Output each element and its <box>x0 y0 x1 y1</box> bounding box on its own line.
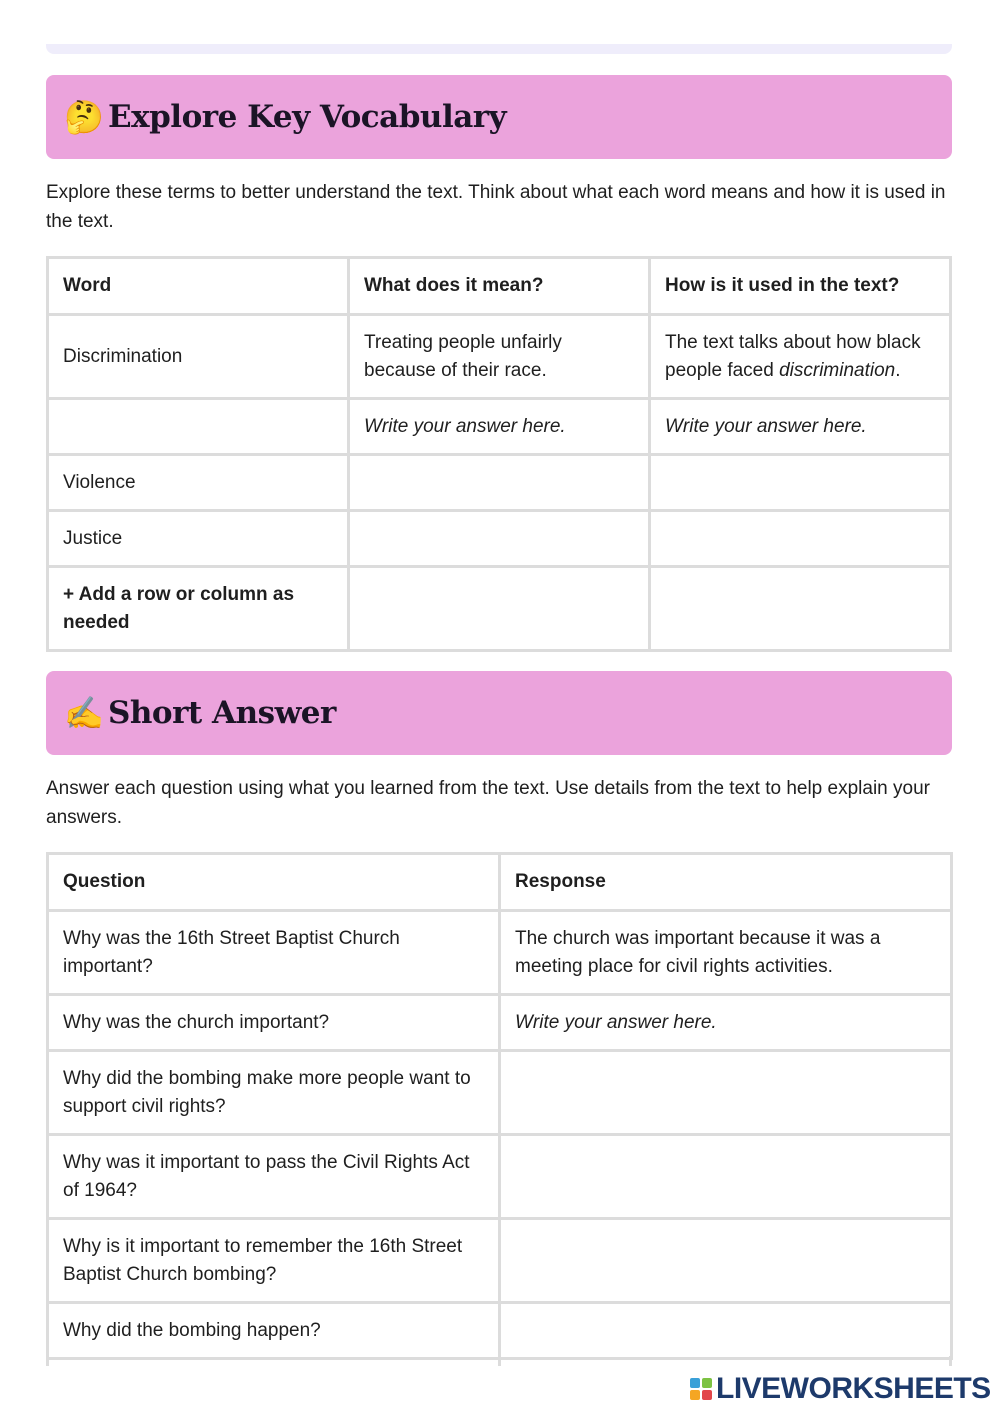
logo-text: LIVEWORKSHEETS <box>716 1372 991 1405</box>
partial-row-border <box>949 1356 952 1366</box>
table-row <box>48 511 951 567</box>
short-answer-banner <box>46 671 952 755</box>
thinking-face-icon: 🤔 <box>64 99 104 135</box>
header-usage: How is it used in the text? <box>650 258 951 315</box>
usage-text: The text talks about how black people faced <box>665 331 921 381</box>
table-row <box>48 315 951 399</box>
header-question: Question <box>48 854 500 911</box>
partial-row-border <box>498 1356 501 1366</box>
response-answer-cell[interactable] <box>500 1051 952 1135</box>
question-cell: Why was the 16th Street Baptist Church important? <box>48 911 500 995</box>
response-answer-cell[interactable] <box>500 1303 952 1359</box>
short-answer-header-row <box>48 854 952 911</box>
usage-answer-cell[interactable] <box>650 567 951 651</box>
short-answer-title: Short Answer <box>108 695 336 731</box>
response-cell: The church was important because it was a meeting place for civil rights activities. <box>500 911 952 995</box>
meaning-cell: Treating people unfairly because of their race. <box>349 315 650 399</box>
liveworksheets-logo-icon <box>690 1378 712 1400</box>
response-answer-cell[interactable]: Write your answer here. <box>500 995 952 1051</box>
usage-answer-cell[interactable] <box>650 511 951 567</box>
question-cell: Why is it important to remember the 16th Street Baptist Church bombing? <box>48 1219 500 1303</box>
vocab-header-row <box>48 258 951 315</box>
response-answer-cell[interactable] <box>500 1219 952 1303</box>
add-row-note: + Add a row or column as needed <box>48 567 349 651</box>
meaning-answer-cell[interactable] <box>349 567 650 651</box>
table-row <box>48 1303 952 1359</box>
question-cell: Why was it important to pass the Civil Rights Act of 1964? <box>48 1135 500 1219</box>
meaning-answer-cell[interactable] <box>349 511 650 567</box>
question-cell: Why was the church important? <box>48 995 500 1051</box>
table-row <box>48 399 951 455</box>
table-row <box>48 567 951 651</box>
usage-answer-cell[interactable] <box>650 455 951 511</box>
top-divider <box>46 44 952 54</box>
vocab-title: Explore Key Vocabulary <box>108 99 507 135</box>
word-cell: Violence <box>48 455 349 511</box>
table-row <box>48 995 952 1051</box>
partial-row-border <box>46 1356 49 1366</box>
word-cell[interactable] <box>48 399 349 455</box>
usage-cell <box>650 315 951 399</box>
response-answer-cell[interactable] <box>500 1135 952 1219</box>
question-cell: Why did the bombing happen? <box>48 1303 500 1359</box>
meaning-answer-cell[interactable] <box>349 455 650 511</box>
vocab-banner <box>46 75 952 159</box>
writing-hand-icon: ✍️ <box>64 695 104 731</box>
table-row <box>48 1135 952 1219</box>
usage-emphasis: discrimination <box>779 359 896 381</box>
usage-punct: . <box>895 359 901 381</box>
header-response: Response <box>500 854 952 911</box>
short-answer-table <box>46 852 953 1360</box>
word-cell: Discrimination <box>48 315 349 399</box>
liveworksheets-logo <box>690 1372 991 1406</box>
meaning-answer-cell[interactable]: Write your answer here. <box>349 399 650 455</box>
table-row <box>48 1051 952 1135</box>
short-answer-intro: Answer each question using what you learned from the text. Use details from the text to help explain your answers. <box>46 778 930 828</box>
header-word: Word <box>48 258 349 315</box>
table-row <box>48 911 952 995</box>
vocab-table <box>46 256 952 652</box>
table-row <box>48 1219 952 1303</box>
question-cell: Why did the bombing make more people want to support civil rights? <box>48 1051 500 1135</box>
header-meaning: What does it mean? <box>349 258 650 315</box>
usage-answer-cell[interactable]: Write your answer here. <box>650 399 951 455</box>
word-cell: Justice <box>48 511 349 567</box>
table-row <box>48 455 951 511</box>
vocab-intro: Explore these terms to better understand the text. Think about what each word means and how it is used in the text. <box>46 182 946 232</box>
